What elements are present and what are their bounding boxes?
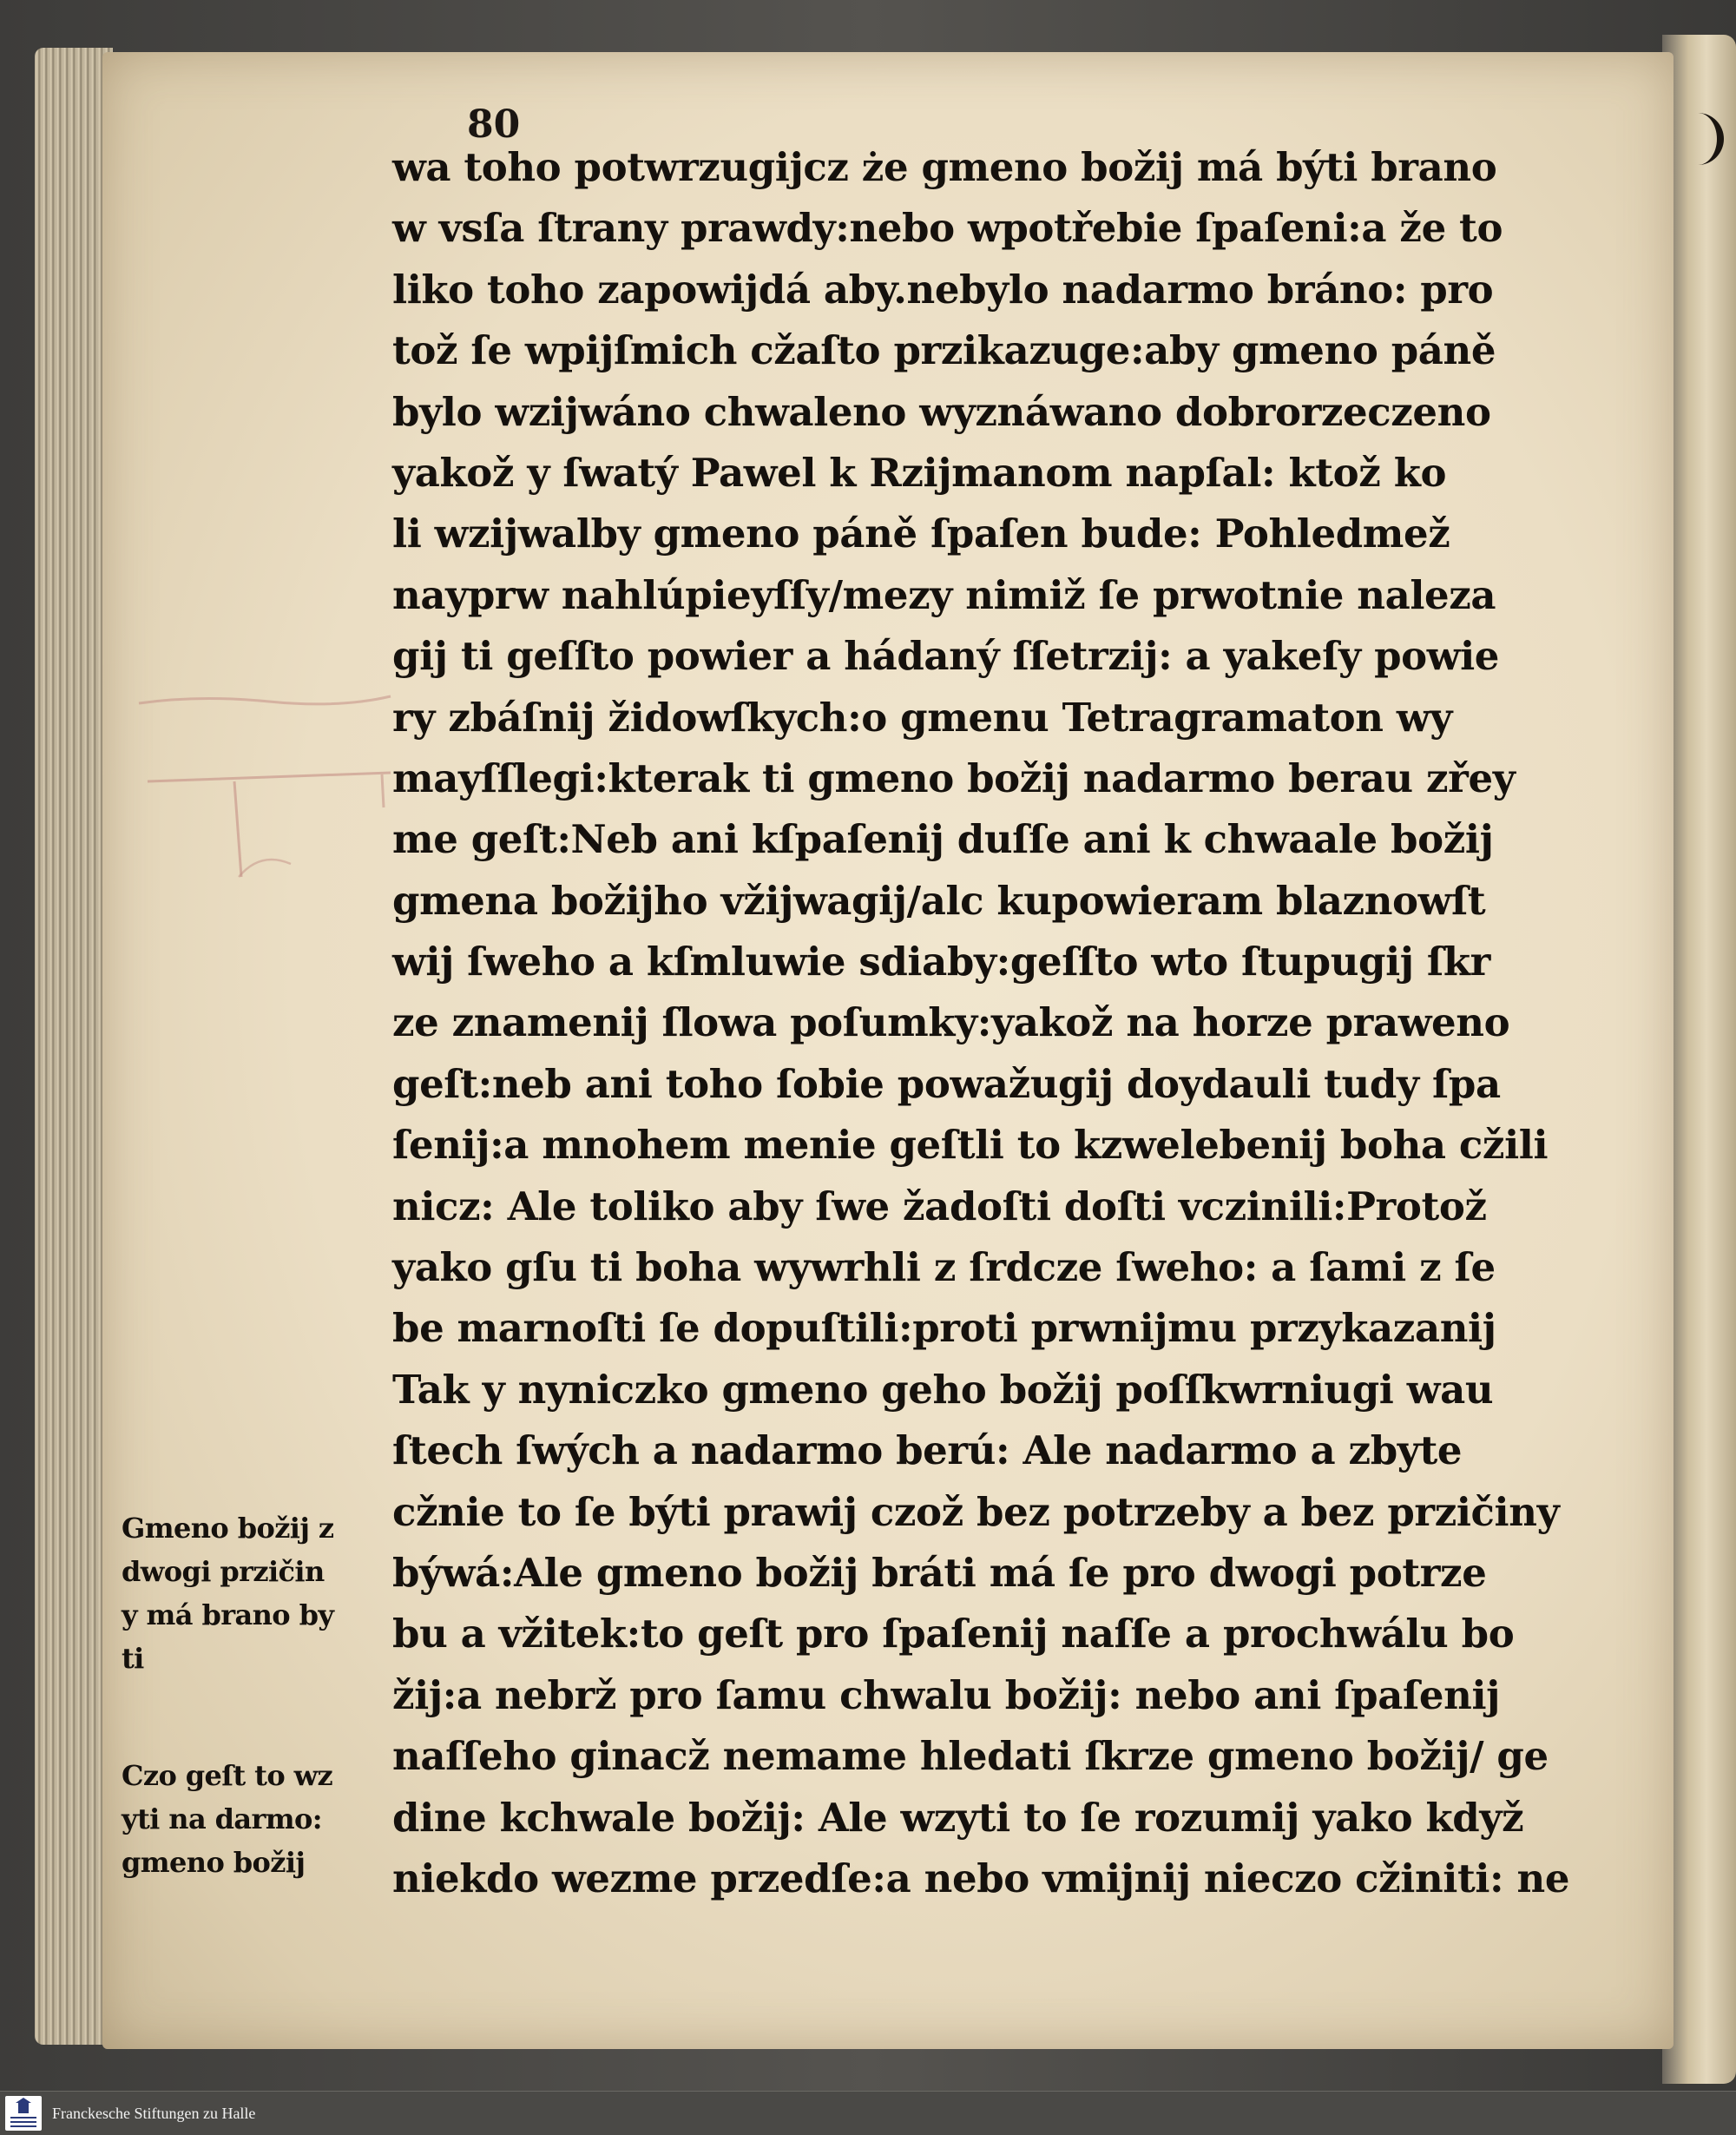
text-line: mayſſlegi:kterak ti gmeno božij nadarmo berau zřey: [392, 754, 1516, 801]
margin-note-line: yti na darmo:: [122, 1802, 322, 1835]
text-line: nayprw nahlúpieyſſy/mezy nimiž ſe prwotnie naleza: [392, 571, 1496, 618]
margin-note-line: Gmeno božij z: [122, 1512, 334, 1545]
text-line: ſtech ſwých a nadarmo berú: Ale nadarmo a zbyte: [392, 1427, 1463, 1474]
margin-note-line: dwogi przičin: [122, 1555, 325, 1588]
text-line: cžnie to ſe býti prawij czož bez potrzeby a bez przičiny: [392, 1488, 1560, 1535]
text-line: yako gſu ti boha wywrhli z ſrdcze ſweho: a ſami z ſe: [392, 1244, 1496, 1291]
text-line: ze znamenij ſlowa poſumky:yakož na horze praweno: [392, 999, 1510, 1046]
text-line: nicz: Ale toliko aby ſwe žadoſti doſti vczinili:Protož: [392, 1183, 1487, 1229]
margin-note-line: gmeno božij: [122, 1846, 306, 1879]
text-line: w vsſa ſtrany prawdy:nebo wpotřebie ſpaſeni:a že to: [392, 205, 1503, 252]
text-line: geſt:neb ani toho ſobie powažugij doydauli tudy ſpa: [392, 1060, 1501, 1107]
page-number: 80: [467, 102, 521, 147]
margin-note-wzyti-nadarmo: [122, 1754, 408, 1884]
footer-bar: [0, 2091, 1736, 2135]
text-line: niekdo wezme przedſe:a nebo vmijnij nieczo cžiniti: ne: [392, 1855, 1570, 1901]
margin-note-line: y má brano by: [122, 1598, 334, 1631]
pencil-annotation-mark: [130, 677, 417, 903]
text-line: be marnoſti ſe dopuſtili:proti prwnijmu przykazanij: [392, 1305, 1496, 1352]
text-line: žij:a nebrž pro ſamu chwalu božij: nebo ani ſpaſenij: [392, 1671, 1501, 1718]
text-line: me geſt:Neb ani kſpaſenij duſſe ani k chwaale božij: [392, 816, 1494, 863]
margin-note-line: ti: [122, 1642, 144, 1675]
institution-logo[interactable]: [5, 2096, 42, 2131]
institution-name[interactable]: Franckesche Stiftungen zu Halle: [52, 2105, 256, 2122]
text-line: ry zbáſnij židowſkych:o gmenu Tetragramaton wy: [392, 694, 1452, 741]
text-line: ſenij:a mnohem menie geſtli to kzwelebenij boha cžili: [392, 1122, 1549, 1169]
text-line: li wzijwalby gmeno páně ſpaſen bude: Pohledmež: [392, 511, 1450, 557]
text-line: dine kchwale božij: Ale wzyti to ſe rozumij yako když: [392, 1794, 1524, 1841]
margin-note-line: Czo geſt to wz: [122, 1759, 333, 1792]
text-line: gmena božijho vžijwagij/alc kupowieram blaznowſt: [392, 877, 1486, 924]
text-line: yakož y ſwatý Pawel k Rzijmanom napſal: ktož ko: [392, 449, 1447, 496]
text-line: liko toho zapowijdá aby.nebylo nadarmo bráno: pro: [392, 266, 1494, 313]
main-text-block: [392, 137, 1570, 1909]
text-line: gij ti geſſto powier a hádaný ſſetrzij: a yakeſy powie: [392, 633, 1500, 680]
text-line: býwá:Ale gmeno božij bráti má ſe pro dwogi potrze: [392, 1549, 1487, 1596]
text-line: wa toho potwrzugijcz że gmeno božij má býti brano: [392, 144, 1497, 190]
text-line: naſſeho ginacž nemame hledati ſkrze gmeno božij/ ge: [392, 1733, 1549, 1780]
text-line: tož ſe wpijſmich cžaſto przikazuge:aby gmeno páně: [392, 327, 1496, 374]
foundation-emblem-icon: [5, 2096, 42, 2131]
text-line: bu a vžitek:to geſt pro ſpaſenij naſſe a prochwálu bo: [392, 1611, 1515, 1657]
margin-note-dwogi-przicin: [122, 1506, 408, 1680]
text-line: bylo wzijwáno chwaleno wyznáwano dobrorzeczeno: [392, 388, 1491, 435]
book-page-edges: [35, 48, 113, 2045]
text-line: Tak y nyniczko gmeno geho božij poſſkwrniugi wau: [392, 1366, 1494, 1413]
text-line: wij ſweho a kſmluwie sdiaby:geſſto wto ſtupugij ſkr: [392, 939, 1490, 985]
